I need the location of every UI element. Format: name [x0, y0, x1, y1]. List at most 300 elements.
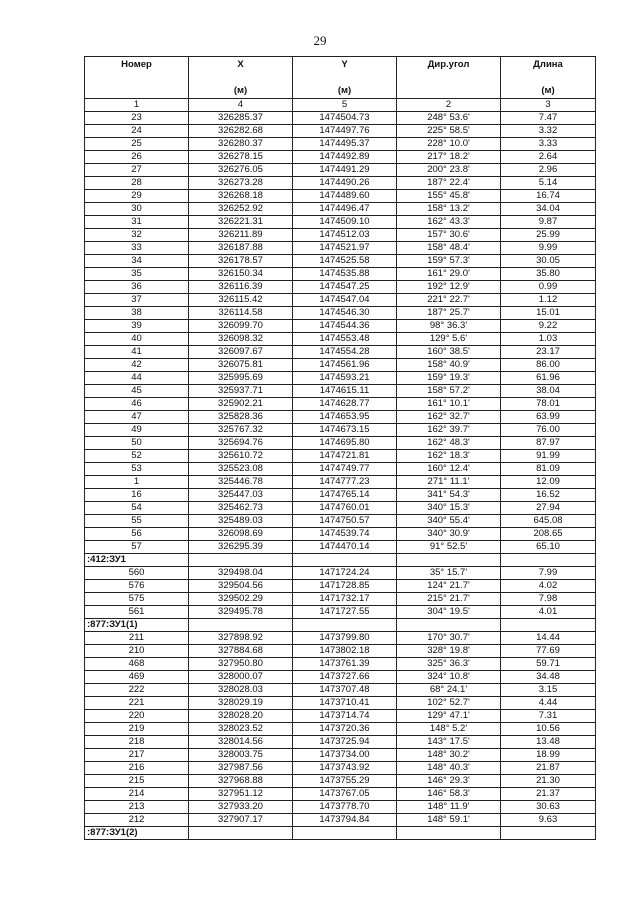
point-number-cell: 469	[85, 671, 189, 684]
direction-angle-cell: 324° 10.8'	[397, 671, 501, 684]
x-cell: 325447.03	[189, 489, 293, 502]
y-cell: 1474721.81	[293, 450, 397, 463]
y-cell: 1474509.10	[293, 216, 397, 229]
table-row	[85, 697, 596, 710]
point-number-cell: 31	[85, 216, 189, 229]
direction-angle-cell: 148° 40.3'	[397, 762, 501, 775]
y-cell: 1474525.58	[293, 255, 397, 268]
y-cell: 1473725.94	[293, 736, 397, 749]
length-cell: 16.52	[501, 489, 596, 502]
table-row	[85, 177, 596, 190]
header-direction-angle: Дир.угол	[397, 57, 501, 99]
length-cell: 3.33	[501, 138, 596, 151]
point-number-cell: 37	[85, 294, 189, 307]
x-cell: 327898.92	[189, 632, 293, 645]
x-cell: 325446.78	[189, 476, 293, 489]
header-x: X (м)	[189, 57, 293, 99]
table-row	[85, 372, 596, 385]
column-index-row	[85, 99, 596, 112]
table-row	[85, 255, 596, 268]
length-cell: 2.64	[501, 151, 596, 164]
table-row	[85, 710, 596, 723]
length-cell: 16.74	[501, 190, 596, 203]
y-cell: 1474760.01	[293, 502, 397, 515]
length-cell: 1.03	[501, 333, 596, 346]
length-cell: 7.98	[501, 593, 596, 606]
direction-angle-cell: 159° 19.3'	[397, 372, 501, 385]
direction-angle-cell: 325° 36.3'	[397, 658, 501, 671]
point-number-cell: 23	[85, 112, 189, 125]
point-number-cell: 41	[85, 346, 189, 359]
length-cell: 86.00	[501, 359, 596, 372]
direction-angle-cell: 157° 30.6'	[397, 229, 501, 242]
y-cell: 1473710.41	[293, 697, 397, 710]
empty-cell	[189, 827, 293, 840]
table-row	[85, 411, 596, 424]
length-cell: 9.63	[501, 814, 596, 827]
table-row	[85, 398, 596, 411]
x-cell: 325462.73	[189, 502, 293, 515]
table-row	[85, 346, 596, 359]
table-row	[85, 164, 596, 177]
length-cell: 9.99	[501, 242, 596, 255]
y-cell: 1473734.00	[293, 749, 397, 762]
y-cell: 1474492.89	[293, 151, 397, 164]
point-number-cell: 26	[85, 151, 189, 164]
y-cell: 1474628.77	[293, 398, 397, 411]
empty-cell	[189, 554, 293, 567]
x-cell: 325610.72	[189, 450, 293, 463]
x-cell: 326273.28	[189, 177, 293, 190]
table-row	[85, 229, 596, 242]
direction-angle-cell: 148° 11.9'	[397, 801, 501, 814]
direction-angle-cell: 248° 53.6'	[397, 112, 501, 125]
point-number-cell: 42	[85, 359, 189, 372]
empty-cell	[501, 554, 596, 567]
point-number-cell: 29	[85, 190, 189, 203]
table-row	[85, 385, 596, 398]
x-cell: 326098.32	[189, 333, 293, 346]
length-cell: 38.04	[501, 385, 596, 398]
point-number-cell: 50	[85, 437, 189, 450]
direction-angle-cell: 192° 12.9'	[397, 281, 501, 294]
point-number-cell: 40	[85, 333, 189, 346]
direction-angle-cell: 162° 39.7'	[397, 424, 501, 437]
direction-angle-cell: 341° 54.3'	[397, 489, 501, 502]
x-cell: 325694.76	[189, 437, 293, 450]
table-row	[85, 424, 596, 437]
length-cell: 35.80	[501, 268, 596, 281]
length-cell: 15.01	[501, 307, 596, 320]
x-cell: 328003.75	[189, 749, 293, 762]
point-number-cell: 576	[85, 580, 189, 593]
x-cell: 326098.69	[189, 528, 293, 541]
point-number-cell: 47	[85, 411, 189, 424]
length-cell: 87.97	[501, 437, 596, 450]
direction-angle-cell: 91° 52.5'	[397, 541, 501, 554]
length-cell: 34.48	[501, 671, 596, 684]
x-cell: 326116.39	[189, 281, 293, 294]
point-number-cell: 35	[85, 268, 189, 281]
point-number-cell: 30	[85, 203, 189, 216]
point-number-cell: 54	[85, 502, 189, 515]
direction-angle-cell: 340° 55.4'	[397, 515, 501, 528]
table-row	[85, 112, 596, 125]
y-cell: 1473707.48	[293, 684, 397, 697]
x-cell: 327968.88	[189, 775, 293, 788]
point-number-cell: 27	[85, 164, 189, 177]
x-cell: 326285.37	[189, 112, 293, 125]
x-cell: 327950.80	[189, 658, 293, 671]
y-cell: 1473720.36	[293, 723, 397, 736]
direction-angle-cell: 160° 38.5'	[397, 346, 501, 359]
x-cell: 326276.05	[189, 164, 293, 177]
point-number-cell: 560	[85, 567, 189, 580]
table-row	[85, 736, 596, 749]
x-cell: 329495.78	[189, 606, 293, 619]
point-number-cell: 218	[85, 736, 189, 749]
length-cell: 25.99	[501, 229, 596, 242]
direction-angle-cell: 161° 10.1'	[397, 398, 501, 411]
y-cell: 1473727.66	[293, 671, 397, 684]
empty-cell	[397, 554, 501, 567]
direction-angle-cell: 160° 12.4'	[397, 463, 501, 476]
direction-angle-cell: 162° 32.7'	[397, 411, 501, 424]
length-cell: 10.56	[501, 723, 596, 736]
point-number-cell: 561	[85, 606, 189, 619]
table-row	[85, 723, 596, 736]
direction-angle-cell: 162° 48.3'	[397, 437, 501, 450]
direction-angle-cell: 158° 13.2'	[397, 203, 501, 216]
direction-angle-cell: 158° 48.4'	[397, 242, 501, 255]
direction-angle-cell: 98° 36.3'	[397, 320, 501, 333]
y-cell: 1474535.88	[293, 268, 397, 281]
table-row	[85, 151, 596, 164]
table-row	[85, 684, 596, 697]
y-cell: 1474765.14	[293, 489, 397, 502]
column-index: 4	[189, 99, 293, 112]
x-cell: 326221.31	[189, 216, 293, 229]
length-cell: 12.09	[501, 476, 596, 489]
x-cell: 328023.52	[189, 723, 293, 736]
direction-angle-cell: 187° 22.4'	[397, 177, 501, 190]
table-row	[85, 281, 596, 294]
x-cell: 326252.92	[189, 203, 293, 216]
y-cell: 1474615.11	[293, 385, 397, 398]
y-cell: 1474593.21	[293, 372, 397, 385]
empty-cell	[501, 619, 596, 632]
length-cell: 7.99	[501, 567, 596, 580]
table-row	[85, 580, 596, 593]
table-row	[85, 541, 596, 554]
x-cell: 325523.08	[189, 463, 293, 476]
table-row	[85, 762, 596, 775]
table-row	[85, 333, 596, 346]
length-cell: 21.30	[501, 775, 596, 788]
length-cell: 7.31	[501, 710, 596, 723]
direction-angle-cell: 146° 58.3'	[397, 788, 501, 801]
direction-angle-cell: 328° 19.8'	[397, 645, 501, 658]
point-number-cell: 211	[85, 632, 189, 645]
length-cell: 3.15	[501, 684, 596, 697]
length-cell: 30.05	[501, 255, 596, 268]
x-cell: 327951.12	[189, 788, 293, 801]
length-cell: 91.99	[501, 450, 596, 463]
length-cell: 1.12	[501, 294, 596, 307]
y-cell: 1474777.23	[293, 476, 397, 489]
y-cell: 1474695.80	[293, 437, 397, 450]
empty-cell	[501, 827, 596, 840]
x-cell: 329498.04	[189, 567, 293, 580]
direction-angle-cell: 102° 52.7'	[397, 697, 501, 710]
table-row	[85, 775, 596, 788]
length-cell: 5.14	[501, 177, 596, 190]
point-number-cell: 57	[85, 541, 189, 554]
direction-angle-cell: 159° 57.3'	[397, 255, 501, 268]
table-row	[85, 268, 596, 281]
point-number-cell: 210	[85, 645, 189, 658]
direction-angle-cell: 215° 21.7'	[397, 593, 501, 606]
direction-angle-cell: 304° 19.5'	[397, 606, 501, 619]
column-index: 3	[501, 99, 596, 112]
x-cell: 326097.67	[189, 346, 293, 359]
table-row	[85, 437, 596, 450]
direction-angle-cell: 143° 17.5'	[397, 736, 501, 749]
x-cell: 326187.88	[189, 242, 293, 255]
y-cell: 1471724.24	[293, 567, 397, 580]
direction-angle-cell: 158° 57.2'	[397, 385, 501, 398]
page-number: 29	[313, 33, 327, 48]
length-cell: 63.99	[501, 411, 596, 424]
length-cell: 23.17	[501, 346, 596, 359]
point-number-cell: 34	[85, 255, 189, 268]
x-cell: 328000.07	[189, 671, 293, 684]
table-row	[85, 502, 596, 515]
x-cell: 325937.71	[189, 385, 293, 398]
length-cell: 21.87	[501, 762, 596, 775]
length-cell: 7.47	[501, 112, 596, 125]
section-label: :877:ЗУ1(1)	[85, 619, 189, 632]
section-row	[85, 619, 596, 632]
length-cell: 27.94	[501, 502, 596, 515]
point-number-cell: 38	[85, 307, 189, 320]
y-cell: 1471732.17	[293, 593, 397, 606]
point-number-cell: 220	[85, 710, 189, 723]
y-cell: 1473755.29	[293, 775, 397, 788]
table-row	[85, 593, 596, 606]
point-number-cell: 217	[85, 749, 189, 762]
table-row	[85, 450, 596, 463]
empty-cell	[293, 827, 397, 840]
point-number-cell: 221	[85, 697, 189, 710]
y-cell: 1474504.73	[293, 112, 397, 125]
x-cell: 325828.36	[189, 411, 293, 424]
length-cell: 77.69	[501, 645, 596, 658]
y-cell: 1474547.25	[293, 281, 397, 294]
empty-cell	[397, 827, 501, 840]
column-index: 1	[85, 99, 189, 112]
point-number-cell: 222	[85, 684, 189, 697]
x-cell: 326178.57	[189, 255, 293, 268]
point-number-cell: 53	[85, 463, 189, 476]
direction-angle-cell: 155° 45.8'	[397, 190, 501, 203]
y-cell: 1474470.14	[293, 541, 397, 554]
y-cell: 1473761.39	[293, 658, 397, 671]
x-cell: 326280.37	[189, 138, 293, 151]
length-cell: 0.99	[501, 281, 596, 294]
table-row	[85, 645, 596, 658]
table-row	[85, 242, 596, 255]
x-cell: 328014.56	[189, 736, 293, 749]
header-number: Номер	[85, 57, 189, 99]
y-cell: 1474553.48	[293, 333, 397, 346]
length-cell: 645.08	[501, 515, 596, 528]
point-number-cell: 46	[85, 398, 189, 411]
point-number-cell: 216	[85, 762, 189, 775]
direction-angle-cell: 129° 47.1'	[397, 710, 501, 723]
length-cell: 4.02	[501, 580, 596, 593]
length-cell: 78.01	[501, 398, 596, 411]
column-index: 5	[293, 99, 397, 112]
section-label: :877:ЗУ1(2)	[85, 827, 189, 840]
x-cell: 325489.03	[189, 515, 293, 528]
direction-angle-cell: 228° 10.0'	[397, 138, 501, 151]
y-cell: 1471728.85	[293, 580, 397, 593]
table-row	[85, 320, 596, 333]
point-number-cell: 219	[85, 723, 189, 736]
y-cell: 1474497.76	[293, 125, 397, 138]
header-row	[85, 57, 596, 99]
direction-angle-cell: 68° 24.1'	[397, 684, 501, 697]
table-row	[85, 671, 596, 684]
length-cell: 21.37	[501, 788, 596, 801]
table-row	[85, 788, 596, 801]
table-row	[85, 606, 596, 619]
y-cell: 1473799.80	[293, 632, 397, 645]
table-row	[85, 658, 596, 671]
y-cell: 1474749.77	[293, 463, 397, 476]
y-cell: 1474512.03	[293, 229, 397, 242]
table-row	[85, 567, 596, 580]
y-cell: 1471727.55	[293, 606, 397, 619]
table-row	[85, 814, 596, 827]
length-cell: 2.96	[501, 164, 596, 177]
table-row	[85, 515, 596, 528]
table-row	[85, 307, 596, 320]
x-cell: 326268.18	[189, 190, 293, 203]
y-cell: 1474495.37	[293, 138, 397, 151]
direction-angle-cell: 162° 43.3'	[397, 216, 501, 229]
length-cell: 61.96	[501, 372, 596, 385]
section-row	[85, 827, 596, 840]
direction-angle-cell: 158° 40.9'	[397, 359, 501, 372]
length-cell: 65.10	[501, 541, 596, 554]
table-row	[85, 203, 596, 216]
length-cell: 13.48	[501, 736, 596, 749]
length-cell: 9.22	[501, 320, 596, 333]
y-cell: 1474547.04	[293, 294, 397, 307]
x-cell: 329502.29	[189, 593, 293, 606]
length-cell: 59.71	[501, 658, 596, 671]
x-cell: 325767.32	[189, 424, 293, 437]
x-cell: 327987.56	[189, 762, 293, 775]
point-number-cell: 39	[85, 320, 189, 333]
direction-angle-cell: 146° 29.3'	[397, 775, 501, 788]
table-row	[85, 125, 596, 138]
point-number-cell: 212	[85, 814, 189, 827]
direction-angle-cell: 124° 21.7'	[397, 580, 501, 593]
x-cell: 326278.15	[189, 151, 293, 164]
y-cell: 1474489.60	[293, 190, 397, 203]
y-cell: 1474561.96	[293, 359, 397, 372]
table-row	[85, 138, 596, 151]
length-cell: 4.44	[501, 697, 596, 710]
x-cell: 326282.68	[189, 125, 293, 138]
direction-angle-cell: 200° 23.8'	[397, 164, 501, 177]
point-number-cell: 214	[85, 788, 189, 801]
direction-angle-cell: 221° 22.7'	[397, 294, 501, 307]
point-number-cell: 468	[85, 658, 189, 671]
column-index: 2	[397, 99, 501, 112]
y-cell: 1474521.97	[293, 242, 397, 255]
x-cell: 326211.89	[189, 229, 293, 242]
length-cell: 3.32	[501, 125, 596, 138]
y-cell: 1474490.26	[293, 177, 397, 190]
y-cell: 1473794.84	[293, 814, 397, 827]
table-row	[85, 801, 596, 814]
empty-cell	[293, 554, 397, 567]
direction-angle-cell: 340° 30.9'	[397, 528, 501, 541]
y-cell: 1473767.05	[293, 788, 397, 801]
table-row	[85, 749, 596, 762]
point-number-cell: 25	[85, 138, 189, 151]
y-cell: 1473778.70	[293, 801, 397, 814]
x-cell: 326075.81	[189, 359, 293, 372]
table-row	[85, 528, 596, 541]
table-row	[85, 489, 596, 502]
point-number-cell: 55	[85, 515, 189, 528]
x-cell: 329504.56	[189, 580, 293, 593]
y-cell: 1473743.92	[293, 762, 397, 775]
x-cell: 328028.03	[189, 684, 293, 697]
point-number-cell: 213	[85, 801, 189, 814]
length-cell: 76.00	[501, 424, 596, 437]
length-cell: 14.44	[501, 632, 596, 645]
table-row	[85, 294, 596, 307]
point-number-cell: 28	[85, 177, 189, 190]
x-cell: 327907.17	[189, 814, 293, 827]
x-cell: 325995.69	[189, 372, 293, 385]
length-cell: 34.04	[501, 203, 596, 216]
length-cell: 9.87	[501, 216, 596, 229]
y-cell: 1473802.18	[293, 645, 397, 658]
x-cell: 325902.21	[189, 398, 293, 411]
length-cell: 81.09	[501, 463, 596, 476]
y-cell: 1474653.95	[293, 411, 397, 424]
point-number-cell: 575	[85, 593, 189, 606]
table-row	[85, 190, 596, 203]
point-number-cell: 49	[85, 424, 189, 437]
y-cell: 1474673.15	[293, 424, 397, 437]
direction-angle-cell: 148° 5.2'	[397, 723, 501, 736]
direction-angle-cell: 217° 18.2'	[397, 151, 501, 164]
point-number-cell: 52	[85, 450, 189, 463]
direction-angle-cell: 187° 25.7'	[397, 307, 501, 320]
coordinates-table	[84, 56, 596, 840]
point-number-cell: 215	[85, 775, 189, 788]
table-row	[85, 216, 596, 229]
table-row	[85, 476, 596, 489]
